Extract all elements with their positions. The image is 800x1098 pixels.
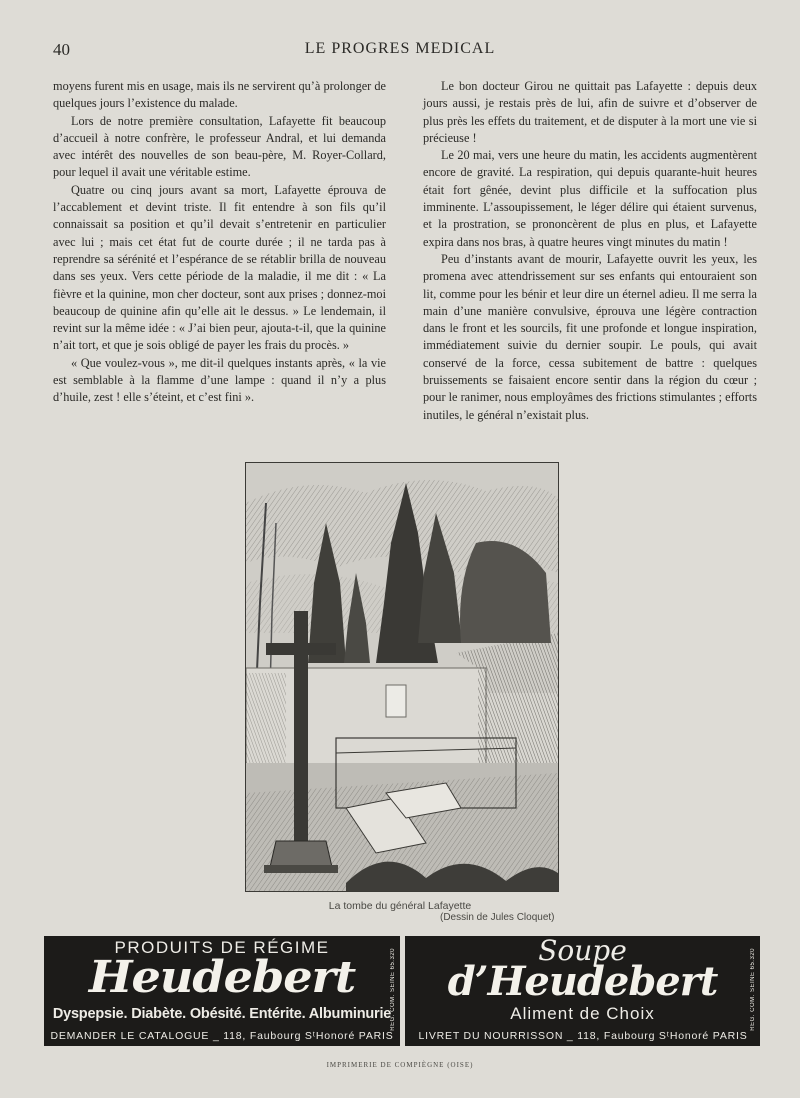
paragraph: Le bon docteur Girou ne quittait pas Lafayette : depuis deux jours aussi, je restais près de lui, afin de suivre et d’observer de plus près les effets du traitement, et de disputer à la mort une vie si précieuse ! xyxy=(423,79,757,145)
paragraph: Lors de notre première consultation, Lafayette fit beaucoup d’accueil à notre confrère, le professeur Andral, et lui demanda avec intérêt des nouvelles de son beau-père, M. Royer-Collard, pour lequel il avait une véritable estime. xyxy=(53,113,386,180)
printer-imprint: IMPRIMERIE DE COMPIÈGNE (OISE) xyxy=(326,1061,474,1069)
ad-script-heading: Soupe xyxy=(538,934,627,967)
journal-title: LE PROGRES MEDICAL xyxy=(304,40,496,57)
page-number: 40 xyxy=(53,40,70,59)
ad-registration: REG. COM. SEINE 65.320 xyxy=(390,948,396,1031)
advertisement-soupe-heudebert xyxy=(405,936,760,1046)
figure-caption: La tombe du général Lafayette xyxy=(328,900,472,912)
right-text-column xyxy=(423,78,757,424)
ad-tagline: Aliment de Choix xyxy=(510,1004,655,1023)
tomb-illustration xyxy=(246,463,558,891)
ad-address: LIVRET DU NOURRISSON _ 118, Faubourg SᵗHonoré PARIS xyxy=(418,1030,748,1042)
advertisement-produits-de-regime xyxy=(44,936,400,1046)
tomb-engraving xyxy=(245,462,559,892)
ad-heading: PRODUITS DE RÉGIME xyxy=(114,938,330,957)
paragraph: Peu d’instants avant de mourir, Lafayette ouvrit les yeux, les promena avec attendrissement sur ses enfants qui entouraient son lit, comme pour les bénir et leur dire un éternel adieu. Il me serra la main d’une manière convulsive, éprouva une légère contraction dans le front et les sourcils, fit une profonde et longue inspiration, immédiatement suivie du dernier soupir. Le pouls, qui avait conservé de la force, cessa subitement de battre : quelques bruissements se faisaient encore sentir dans la région du cœur ; pour le ranimer, nous employâmes des frictions stimulantes ; efforts inutiles, le général n’existait plus. xyxy=(423,251,757,422)
paragraph: Le 20 mai, vers une heure du matin, les accidents augmentèrent encore de gravité. La respiration, qui depuis quarante-huit heures était fort gênée, devint plus difficile et la suffocation plus imminente. L’assoupissement, le léger délire qui étaient survenus, et la prostration, se prononcèrent de plus en plus, et Lafayette expira dans nos bras, à quatre heures vingt minutes du matin ! xyxy=(423,148,757,249)
ad-brand-logo: d’Heudebert xyxy=(447,958,718,1005)
paragraph: moyens furent mis en usage, mais ils ne servirent qu’à prolonger de quelques jours l’existence du malade. xyxy=(53,79,386,111)
ad-address: DEMANDER LE CATALOGUE _ 118, Faubourg SᵗHonoré PARIS xyxy=(50,1030,394,1042)
figure-credit: (Dessin de Jules Cloquet) xyxy=(440,912,555,923)
left-text-column xyxy=(53,78,386,407)
paragraph: Quatre ou cinq jours avant sa mort, Lafayette éprouva de l’accablement et devint triste. Il fit entendre à son fils qu’il connaissait sa position et qu’il devait s’entretenir en particulier avec lui ; mais cet état fut de courte durée ; il ne tarda pas à reprendre sa sérénité et l’espérance de se rétablir brilla de nouveau dans ses yeux. Vers cette période de la maladie, il me dit : « La fièvre et la quinine, mon cher docteur, sont aux prises ; donnez-moi beaucoup de quinine afin qu’elle ait le dessus. » Le lendemain, il revint sur la même idée : « J’ai bien peur, ajouta-t-il, que la quinine n’ait tort, et que je sois obligé de payer les frais du procès. » xyxy=(53,182,386,353)
paragraph: « Que voulez-vous », me dit-il quelques instants après, « la vie est semblable à la flamme d’une lampe : quand il n’y a plus d’huile, zest ! elle s’éteint, et c’est fini ». xyxy=(53,355,386,405)
ad-brand-logo: Heudebert xyxy=(88,952,356,1003)
ad-indications: Dyspepsie. Diabète. Obésité. Entérite. Albuminurie xyxy=(52,1006,392,1022)
ad-registration: REG. COM. SEINE 65.320 xyxy=(750,948,756,1031)
